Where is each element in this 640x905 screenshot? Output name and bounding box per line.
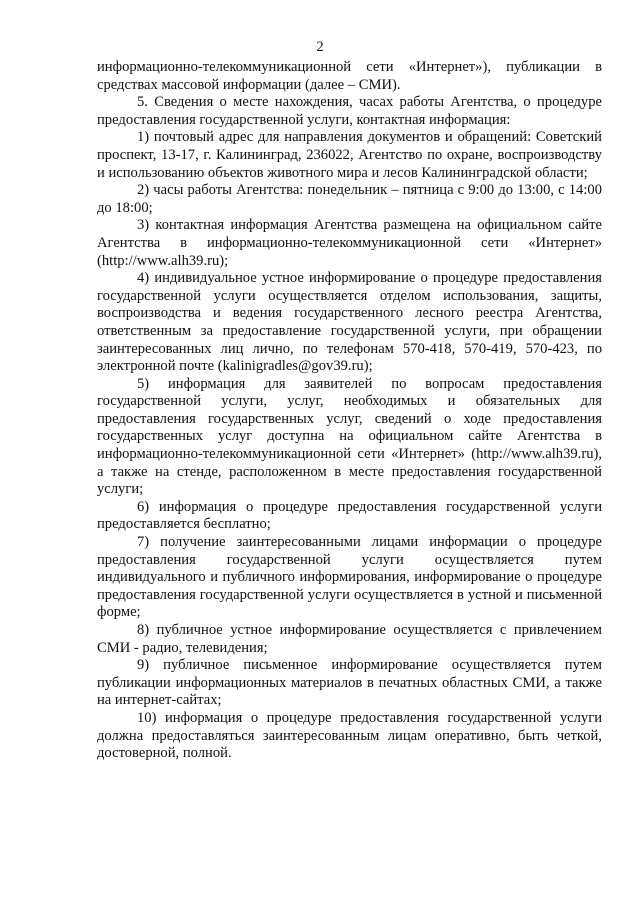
paragraph-item-10-info-quality: 10) информация о процедуре предоставления государственной услуги должна предоставляться заинтересованным лицам оперативно, быть четкой, достоверной, полной. <box>97 709 602 762</box>
paragraph-item-3-contact-info: 3) контактная информация Агентства размещена на официальном сайте Агентства в информационно-телекоммуникационной сети «Интернет» (http://www.alh39.ru); <box>97 217 602 269</box>
paragraph-item-6-free-of-charge: 6) информация о процедуре предоставления государственной услуги предоставляется бесплатно; <box>97 498 602 533</box>
document-body <box>97 59 602 763</box>
paragraph-item-8-public-oral: 8) публичное устное информирование осуществляется с привлечением СМИ - радио, телевидения; <box>97 622 602 656</box>
paragraph-section-5-heading: 5. Сведения о месте нахождения, часах работы Агентства, о процедуре предоставления государственной услуги, контактная информация: <box>97 94 602 128</box>
paragraph-continuation: информационно-телекоммуникационной сети «Интернет»), публикации в средствах массовой информации (далее – СМИ). <box>97 59 602 93</box>
paragraph-item-2-working-hours: 2) часы работы Агентства: понедельник – пятница с 9:00 до 13:00, с 14:00 до 18:00; <box>97 182 602 216</box>
paragraph-item-4-individual-informing: 4) индивидуальное устное информирование о процедуре предоставления государственной услуги осуществляется отделом использования, защиты, воспроизводства и ведения государственного лесного реестра Агентства, ответственным за предоставление государственной услуги, при обращении заинтересованных лиц лично, по телефонам 570-418, 570-419, 570-423, по электронной почте (kalinigradles@gov39.ru); <box>97 270 602 375</box>
page-number: 2 <box>316 39 324 55</box>
paragraph-item-9-public-written: 9) публичное письменное информирование осуществляется путем публикации информационных материалов в печатных областных СМИ, а также на интернет-сайтах; <box>97 657 602 709</box>
paragraph-item-7-informing-forms: 7) получение заинтересованными лицами информации о процедуре предоставления государственной услуги осуществляется путем индивидуального и публичного информирования, информирование о процедуре предоставления государственной услуги осуществляется в устной и письменной форме; <box>97 534 602 621</box>
paragraph-item-5-applicant-info: 5) информация для заявителей по вопросам предоставления государственной услуги, услуг, необходимых и обязательных для предоставления государственных услуг, сведений о ходе предоставления государственных услуг доступна на официальном сайте Агентства в информационно-телекоммуникационной сети «Интернет» (http://www.alh39.ru), а также на стенде, расположенном в месте предоставления государственной услуги; <box>97 375 602 498</box>
paragraph-item-1-postal-address: 1) почтовый адрес для направления документов и обращений: Советский проспект, 13-17, г. Калининград, 236022, Агентство по охране, воспроизводству и использованию объектов животного мира и лесов Калининградской области; <box>97 129 602 181</box>
